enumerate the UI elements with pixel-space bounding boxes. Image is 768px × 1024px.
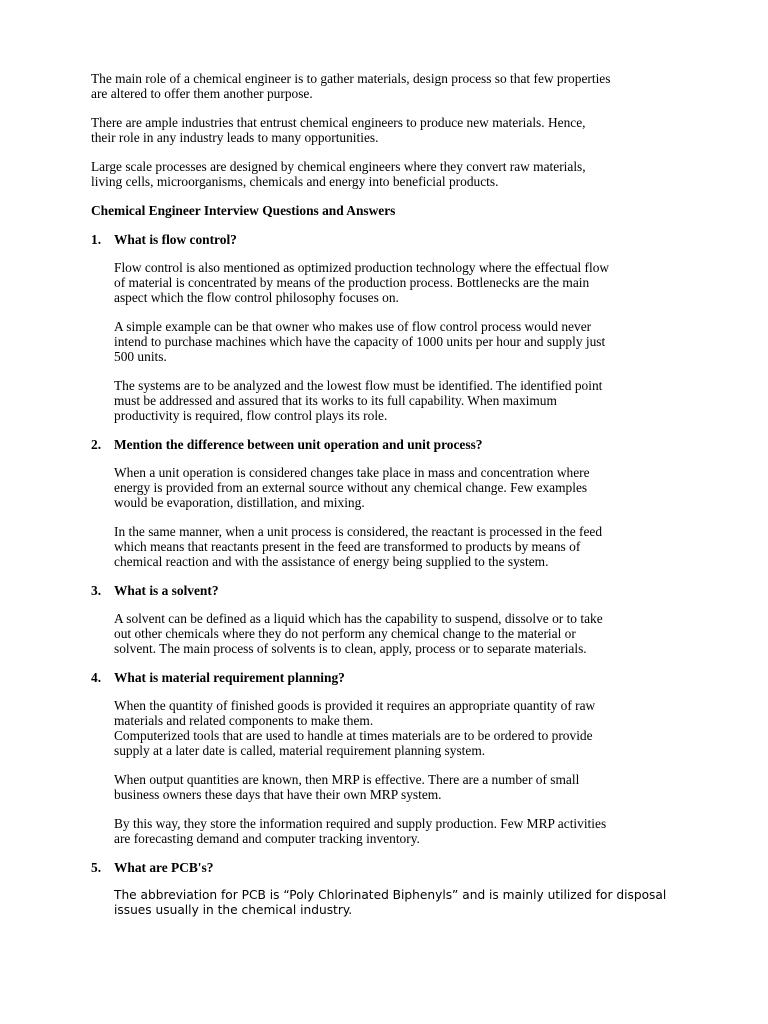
- answer-block: [114, 611, 678, 656]
- question-title: What is a solvent?: [114, 583, 219, 598]
- answer-block: [114, 888, 678, 918]
- question-number: 4.: [91, 670, 102, 685]
- question-title: What is flow control?: [114, 232, 237, 247]
- question-title: Mention the difference between unit operation and unit process?: [114, 437, 483, 452]
- question-number: 3.: [91, 583, 102, 598]
- question-item: [91, 860, 678, 918]
- answer-paragraph: Flow control is also mentioned as optimized production technology where the effectual flow of material is concentrated by means of the production process. Bottlenecks are the main aspect which the flow control philosophy focuses on.: [114, 260, 610, 305]
- answer-paragraph: In the same manner, when a unit process is considered, the reactant is processed in the feed which means that reactants present in the feed are transformed to products by means of chemical reaction and with the assistance of energy being supplied to the system.: [114, 524, 603, 569]
- question-heading: [91, 583, 678, 598]
- answer-paragraph: When a unit operation is considered changes take place in mass and concentration where energy is provided from an external source without any chemical change. Few examples would be evaporation, distillation, and mixing.: [114, 465, 590, 510]
- question-title: What are PCB's?: [114, 860, 214, 875]
- question-item: [91, 670, 678, 846]
- question-item: [91, 437, 678, 569]
- answer-paragraph: A simple example can be that owner who makes use of flow control process would never intend to purchase machines which have the capacity of 1000 units per hour and supply just 500 units.: [114, 319, 606, 364]
- intro-paragraph: The main role of a chemical engineer is to gather materials, design process so that few properties are altered to offer them another purpose.: [91, 71, 611, 101]
- answer-paragraph: When the quantity of finished goods is provided it requires an appropriate quantity of raw materials and related components to make them. Computerized tools that are used to handle at times materials are to be ordered to provide supply at a later date is called, material requirement planning system.: [114, 698, 596, 758]
- answer-block: [114, 260, 678, 423]
- intro-paragraph: Large scale processes are designed by chemical engineers where they convert raw materials, living cells, microorganisms, chemicals and energy into beneficial products.: [91, 159, 586, 189]
- answer-block: [114, 698, 678, 846]
- question-item: [91, 232, 678, 423]
- question-heading: [91, 437, 678, 452]
- question-number: 2.: [91, 437, 102, 452]
- question-heading: [91, 860, 678, 875]
- answer-paragraph: The systems are to be analyzed and the lowest flow must be identified. The identified point must be addressed and assured that its works to its full capability. When maximum productivity is required, flow control plays its role.: [114, 378, 603, 423]
- answer-paragraph: A solvent can be defined as a liquid which has the capability to suspend, dissolve or to take out other chemicals where they do not perform any chemical change to the material or solvent. The main process of solvents is to clean, apply, process or to separate materials.: [114, 611, 603, 656]
- question-number: 5.: [91, 860, 102, 875]
- question-item: [91, 583, 678, 656]
- section-title: Chemical Engineer Interview Questions and Answers: [91, 203, 396, 218]
- intro-paragraph: There are ample industries that entrust chemical engineers to produce new materials. Hence, their role in any industry leads to many opportunities.: [91, 115, 586, 145]
- question-title: What is material requirement planning?: [114, 670, 345, 685]
- question-heading: [91, 232, 678, 247]
- answer-paragraph: When output quantities are known, then MRP is effective. There are a number of small business owners these days that have their own MRP system.: [114, 772, 580, 802]
- answer-paragraph: By this way, they store the information required and supply production. Few MRP activities are forecasting demand and computer tracking inventory.: [114, 816, 607, 846]
- question-heading: [91, 670, 678, 685]
- question-number: 1.: [91, 232, 102, 247]
- answer-block: [114, 465, 678, 569]
- answer-paragraph: The abbreviation for PCB is “Poly Chlorinated Biphenyls” and is mainly utilized for disposal issues usually in the chemical industry.: [114, 888, 667, 917]
